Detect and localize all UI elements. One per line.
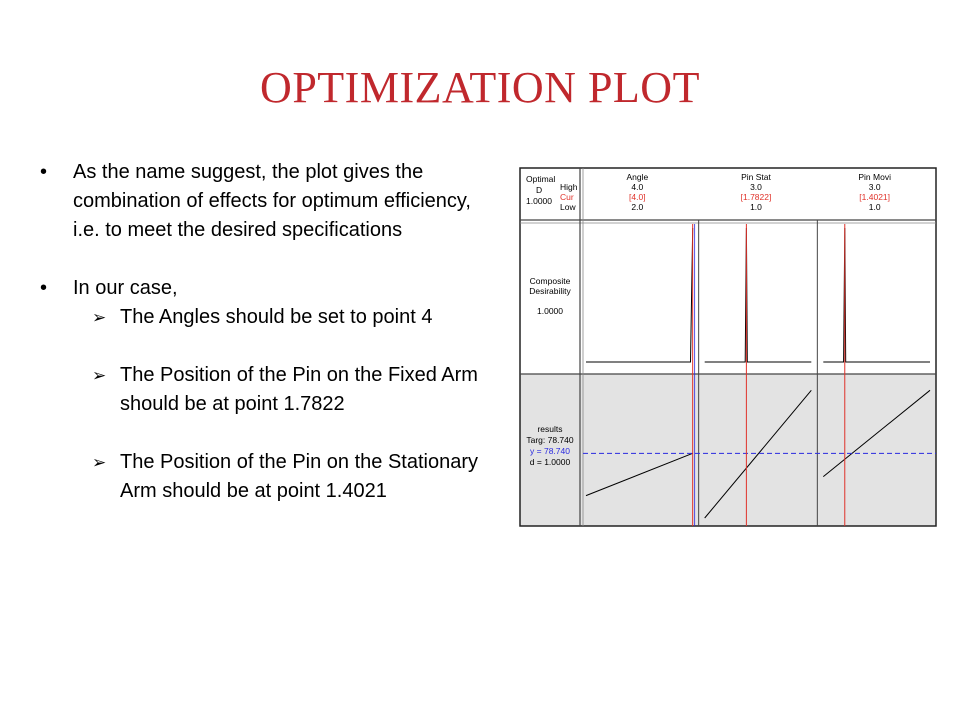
optimization-plot [518, 166, 938, 528]
factor-low: 1.0 [750, 202, 762, 212]
arrow-bullet-icon: ➢ [92, 366, 107, 385]
composite-label: Composite [529, 276, 571, 286]
bullet-dot: • [40, 277, 48, 299]
desirability-curve [586, 228, 693, 362]
response-desirability: d = 1.0000 [529, 457, 571, 467]
response-predicted: y = 78.740 [530, 446, 570, 456]
header-row-label: Low [560, 202, 576, 212]
bullet-text: In our case, [73, 277, 178, 299]
bullet-item [40, 274, 480, 303]
header-row-label: High [560, 182, 578, 192]
arrow-bullet-icon: ➢ [92, 453, 107, 472]
composite-label: Desirability [529, 286, 571, 296]
factor-name: Pin Movi [858, 172, 891, 182]
sub-bullet-text: The Position of the Pin on the Stationary Arm should be at point 1.4021 [120, 451, 478, 502]
factor-name: Angle [626, 172, 649, 182]
factor-high: 3.0 [868, 182, 881, 192]
response-name: results [537, 424, 563, 434]
factor-low: 1.0 [868, 202, 881, 212]
factor-low: 2.0 [631, 202, 644, 212]
optimal-label: Optimal [526, 174, 556, 184]
bullet-item [40, 158, 480, 245]
response-panel-background [520, 374, 936, 526]
desirability-curve [705, 228, 812, 362]
desirability-curve [823, 228, 930, 362]
factor-name: Pin Stat [741, 172, 771, 182]
sub-bullet-text: The Position of the Pin on the Fixed Arm should be at point 1.7822 [120, 364, 478, 415]
sub-bullet-item [40, 448, 480, 506]
slide-body [40, 158, 480, 506]
sub-bullet-item [40, 361, 480, 419]
sub-bullet-text: The Angles should be set to point 4 [120, 306, 433, 328]
response-target: Targ: 78.740 [526, 435, 574, 445]
factor-high: 3.0 [750, 182, 762, 192]
slide-title: OPTIMIZATION PLOT [260, 63, 700, 112]
factor-current: [1.7822] [740, 192, 772, 202]
bullet-text: As the name suggest, the plot gives the combination of effects for optimum efficiency, i.e. to meet the desired specifications [73, 161, 471, 241]
factor-high: 4.0 [631, 182, 644, 192]
factor-current: [4.0] [629, 192, 646, 202]
composite-value: 1.0000 [537, 306, 563, 316]
sub-bullet-item [40, 303, 480, 332]
arrow-bullet-icon: ➢ [92, 308, 107, 327]
header-row-label: Cur [560, 192, 574, 202]
factor-current: [1.4021] [859, 192, 891, 202]
d-label: D [536, 185, 543, 195]
d-value: 1.0000 [526, 196, 552, 206]
bullet-dot: • [40, 161, 48, 183]
